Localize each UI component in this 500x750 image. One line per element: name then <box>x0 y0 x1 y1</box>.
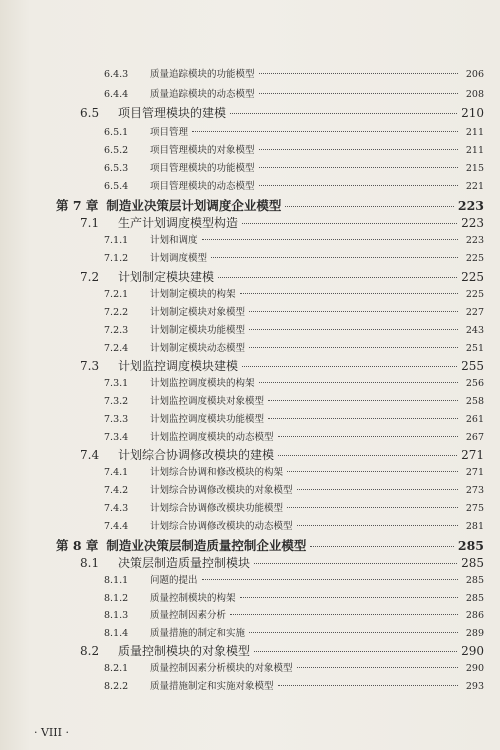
toc-entry-title: 质量措施的制定和实施 <box>150 628 246 639</box>
toc-entry <box>56 536 484 554</box>
dot-leader <box>230 614 458 615</box>
toc-entry <box>104 678 484 692</box>
toc-entry-number: 8.1.2 <box>104 593 129 604</box>
toc-entry <box>104 86 484 100</box>
dot-leader <box>192 131 458 132</box>
dot-leader <box>249 311 458 312</box>
toc-entry <box>104 625 484 639</box>
toc-entry-page: 227 <box>465 307 484 318</box>
dot-leader <box>259 149 458 150</box>
toc-entry-page: 285 <box>465 593 484 604</box>
toc-entry-number: 7.3.4 <box>104 432 129 443</box>
toc-entry-title: 计划综合协调和修改模块的构架 <box>150 467 284 478</box>
toc-entry-number: 7.3 <box>80 359 100 373</box>
toc-entry-page: 273 <box>465 485 484 496</box>
toc-entry-title: 计划监控调度模块对象模型 <box>150 396 265 407</box>
toc-entry-number: 7.2.4 <box>104 343 129 354</box>
toc-entry <box>104 160 484 174</box>
toc-entry <box>80 214 484 231</box>
toc-entry <box>104 142 484 156</box>
toc-entry <box>56 196 484 214</box>
toc-entry-number: 7.4.3 <box>104 503 129 514</box>
dot-leader <box>211 257 458 258</box>
toc-entry-number: 7.4.1 <box>104 467 129 478</box>
toc-entry <box>104 232 484 246</box>
toc-entry-number: 第 7 章 <box>56 198 99 213</box>
dot-leader <box>249 632 458 633</box>
dot-leader <box>202 579 458 580</box>
toc-entry-title: 计划制定模块建模 <box>118 270 215 284</box>
toc-entry-page: 225 <box>465 253 484 264</box>
toc-entry-page: 223 <box>461 216 484 230</box>
dot-leader <box>259 167 458 168</box>
toc-entry-number: 7.4.2 <box>104 485 129 496</box>
dot-leader <box>230 113 457 114</box>
toc-entry-number: 8.2.2 <box>104 681 129 692</box>
toc-entry-title: 质量控制模块的构架 <box>150 593 236 604</box>
dot-leader <box>240 293 458 294</box>
dot-leader <box>278 685 458 686</box>
toc-entry-title: 质量控制模块的对象模型 <box>118 644 251 658</box>
dot-leader <box>249 329 458 330</box>
toc-entry <box>104 322 484 336</box>
toc-entry-page: 256 <box>465 378 484 389</box>
toc-entry <box>80 554 484 571</box>
toc-entry-page: 255 <box>461 359 484 373</box>
toc-entry <box>104 464 484 478</box>
toc-entry-page: 293 <box>465 681 484 692</box>
toc-entry <box>80 642 484 659</box>
dot-leader <box>242 223 457 224</box>
toc-entry-page: 275 <box>465 503 484 514</box>
toc-entry-number: 7.4.4 <box>104 521 129 532</box>
toc-entry-page: 281 <box>465 521 484 532</box>
toc-entry-page: 289 <box>465 628 484 639</box>
toc-entry-page: 221 <box>465 181 484 192</box>
toc-entry-number: 7.2.3 <box>104 325 129 336</box>
toc-entry-title: 质量措施制定和实施对象模型 <box>150 681 274 692</box>
dot-leader <box>240 597 458 598</box>
toc-entry-page: 223 <box>457 198 484 213</box>
toc-entry-page: 243 <box>465 325 484 336</box>
dot-leader <box>259 185 458 186</box>
dot-leader <box>278 455 457 456</box>
toc-entry <box>104 572 484 586</box>
toc-entry-title: 质量控制因素分析 <box>150 610 227 621</box>
toc-entry-page: 251 <box>465 343 484 354</box>
toc-entry <box>104 340 484 354</box>
toc-entry-number: 7.1.1 <box>104 235 129 246</box>
dot-leader <box>285 206 453 207</box>
page-folio: · VIII · <box>34 726 69 739</box>
toc-entry-page: 261 <box>465 414 484 425</box>
toc-entry <box>104 607 484 621</box>
toc-entry-title: 项目管理模块的动态模型 <box>150 181 255 192</box>
dot-leader <box>254 563 457 564</box>
toc-entry-number: 6.5.1 <box>104 127 129 138</box>
toc-entry-number: 8.1.1 <box>104 575 129 586</box>
toc-entry <box>104 518 484 532</box>
toc-entry-title: 制造业决策层制造质量控制企业模型 <box>106 538 307 553</box>
dot-leader <box>242 366 457 367</box>
toc-entry-number: 8.2 <box>80 644 100 658</box>
toc-entry-page: 271 <box>465 467 484 478</box>
dot-leader <box>268 418 458 419</box>
toc-entry-number: 7.3.2 <box>104 396 129 407</box>
toc-entry-title: 计划综合协调修改模块功能模型 <box>150 503 284 514</box>
toc-entry-number: 7.2.1 <box>104 289 129 300</box>
toc-entry-page: 285 <box>461 556 484 570</box>
toc-entry <box>80 104 484 121</box>
toc-entry <box>104 660 484 674</box>
dot-leader <box>259 73 458 74</box>
toc-entry <box>104 500 484 514</box>
toc-entry <box>104 590 484 604</box>
toc-entry-title: 项目管理模块的功能模型 <box>150 163 255 174</box>
toc-entry-title: 计划监控调度模块的动态模型 <box>150 432 274 443</box>
dot-leader <box>259 382 458 383</box>
toc-entry <box>104 178 484 192</box>
toc-entry-number: 7.3.3 <box>104 414 129 425</box>
toc-entry <box>104 286 484 300</box>
toc-entry-title: 计划监控调度模块的构架 <box>150 378 255 389</box>
toc-entry <box>104 482 484 496</box>
toc-entry-page: 271 <box>461 448 484 462</box>
toc-entry-number: 7.1.2 <box>104 253 129 264</box>
toc-entry-title: 质量追踪模块的功能模型 <box>150 69 255 80</box>
toc-entry <box>80 446 484 463</box>
dot-leader <box>254 651 457 652</box>
dot-leader <box>202 239 458 240</box>
toc-entry-page: 210 <box>461 106 484 120</box>
toc-entry-number: 7.2 <box>80 270 100 284</box>
toc-entry-title: 项目管理 <box>150 127 189 138</box>
toc-entry-title: 计划制定模块动态模型 <box>150 343 246 354</box>
toc-entry-page: 285 <box>457 538 484 553</box>
toc-entry-title: 计划制定模块对象模型 <box>150 307 246 318</box>
toc-entry-number: 8.1.3 <box>104 610 129 621</box>
toc-entry-page: 290 <box>465 663 484 674</box>
toc-entry <box>104 66 484 80</box>
toc-entry-number: 6.4.3 <box>104 69 129 80</box>
toc-entry-page: 258 <box>465 396 484 407</box>
toc-entry-number: 6.5 <box>80 106 100 120</box>
toc-entry <box>104 304 484 318</box>
toc-entry-title: 决策层制造质量控制模块 <box>118 556 251 570</box>
toc-entry-title: 质量追踪模块的动态模型 <box>150 89 255 100</box>
toc-entry-title: 制造业决策层计划调度企业模型 <box>106 198 282 213</box>
toc-entry-page: 290 <box>461 644 484 658</box>
toc-entry-number: 6.5.3 <box>104 163 129 174</box>
toc-entry <box>104 124 484 138</box>
toc-entry-page: 223 <box>465 235 484 246</box>
dot-leader <box>259 93 458 94</box>
toc-entry-page: 225 <box>461 270 484 284</box>
toc-entry-title: 生产计划调度模型构造 <box>118 216 239 230</box>
toc-entry <box>104 429 484 443</box>
toc-entry-title: 项目管理模块的对象模型 <box>150 145 255 156</box>
toc-entry <box>104 393 484 407</box>
toc-entry-number: 6.4.4 <box>104 89 129 100</box>
toc-entry-title: 计划综合协调修改模块的建模 <box>118 448 275 462</box>
toc-entry-number: 8.2.1 <box>104 663 129 674</box>
toc-entry-title: 项目管理模块的建模 <box>118 106 227 120</box>
toc-entry-title: 计划综合协调修改模块的动态模型 <box>150 521 293 532</box>
toc-entry <box>80 357 484 374</box>
toc-entry-page: 225 <box>465 289 484 300</box>
dot-leader <box>218 277 457 278</box>
dot-leader <box>297 667 458 668</box>
toc-entry-title: 计划监控调度模块建模 <box>118 359 239 373</box>
toc-entry <box>104 250 484 264</box>
toc-entry-title: 质量控制因素分析模块的对象模型 <box>150 663 293 674</box>
toc-entry-number: 7.3.1 <box>104 378 129 389</box>
toc-entry-number: 8.1 <box>80 556 100 570</box>
dot-leader <box>249 347 458 348</box>
dot-leader <box>297 525 458 526</box>
toc-entry-page: 267 <box>465 432 484 443</box>
toc-entry-page: 285 <box>465 575 484 586</box>
toc-entry-number: 8.1.4 <box>104 628 129 639</box>
dot-leader <box>297 489 458 490</box>
toc-entry-number: 6.5.2 <box>104 145 129 156</box>
toc-entry-number: 7.1 <box>80 216 100 230</box>
toc-entry <box>80 268 484 285</box>
toc-entry-title: 计划和调度 <box>150 235 198 246</box>
toc-entry-number: 6.5.4 <box>104 181 129 192</box>
toc-entry-number: 7.2.2 <box>104 307 129 318</box>
toc-entry-title: 计划监控调度模块功能模型 <box>150 414 265 425</box>
toc-entry-page: 215 <box>465 163 484 174</box>
dot-leader <box>278 436 458 437</box>
dot-leader <box>268 400 458 401</box>
toc-entry-page: 206 <box>465 69 484 80</box>
toc-entry-page: 211 <box>465 145 484 156</box>
dot-leader <box>287 471 458 472</box>
toc-entry-title: 计划综合协调修改模块的对象模型 <box>150 485 293 496</box>
dot-leader <box>310 546 453 547</box>
toc-entry-page: 208 <box>465 89 484 100</box>
toc-entry-title: 问题的提出 <box>150 575 198 586</box>
toc-entry-title: 计划调度模型 <box>150 253 208 264</box>
toc-entry-page: 211 <box>465 127 484 138</box>
toc-entry <box>104 375 484 389</box>
toc-entry <box>104 411 484 425</box>
toc-entry-number: 7.4 <box>80 448 100 462</box>
toc-entry-page: 286 <box>465 610 484 621</box>
toc-entry-title: 计划制定模块的构架 <box>150 289 236 300</box>
toc-entry-title: 计划制定模块功能模型 <box>150 325 246 336</box>
dot-leader <box>287 507 458 508</box>
toc-entry-number: 第 8 章 <box>56 538 99 553</box>
